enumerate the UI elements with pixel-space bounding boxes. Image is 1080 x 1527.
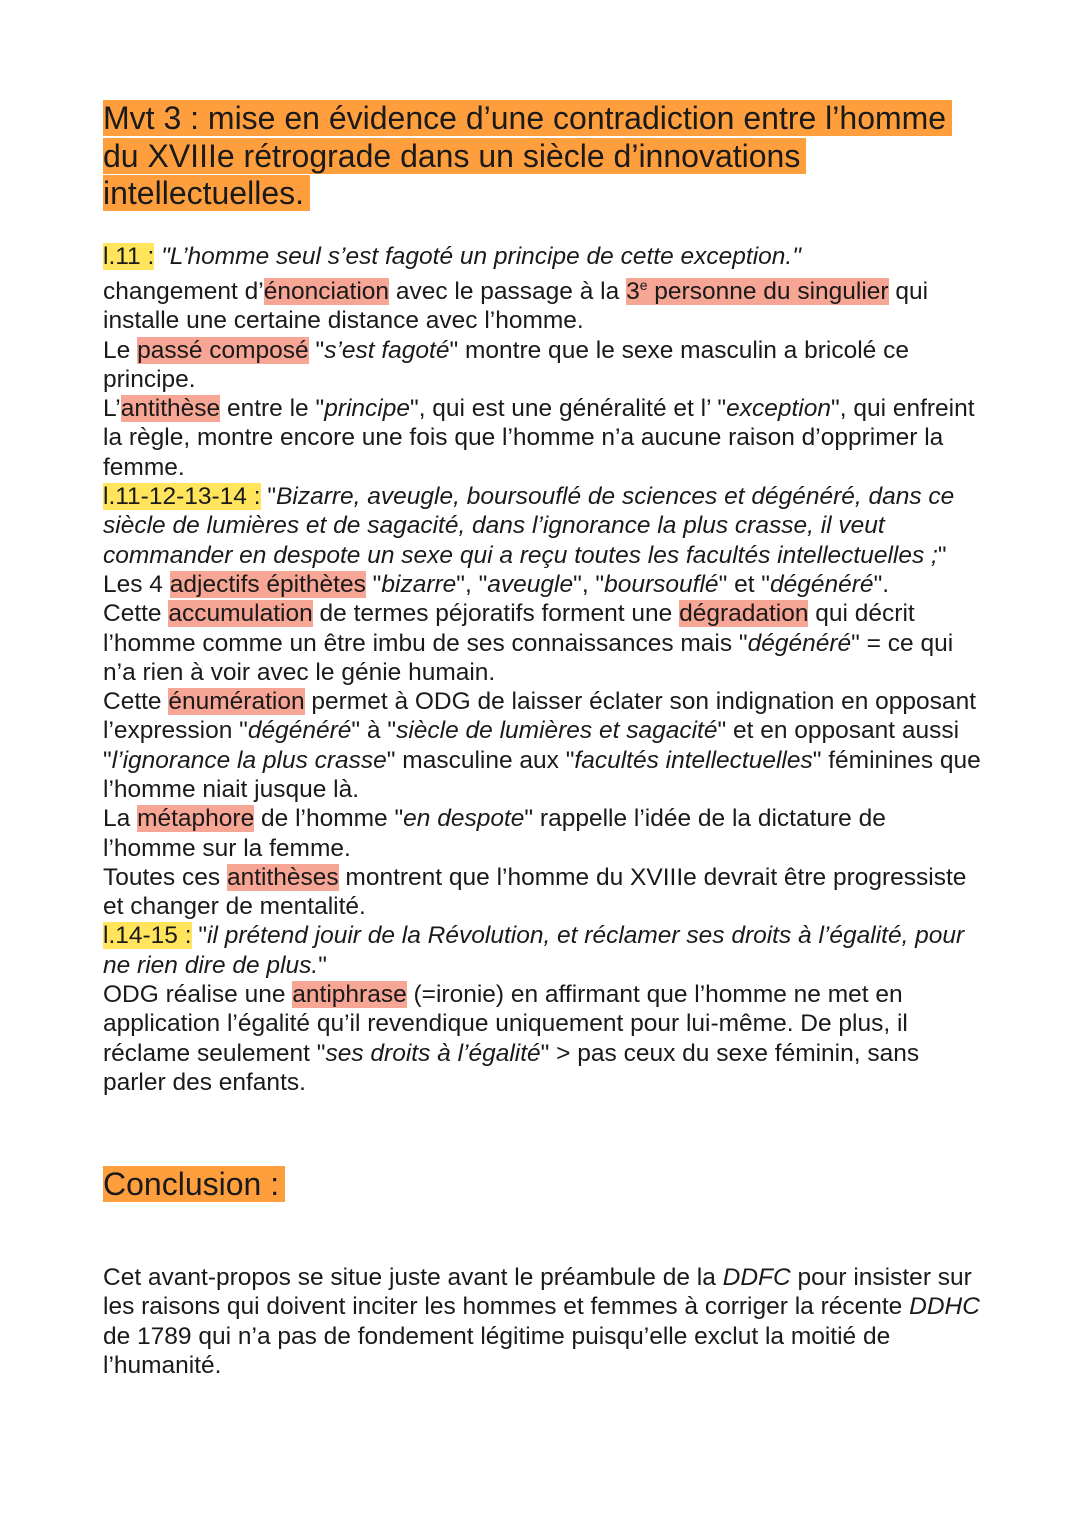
conclusion-heading [103, 1166, 285, 1203]
text: " rappelle l’idée de la dictature de l’homme sur la femme. [103, 805, 886, 862]
highlight-term: énumération [168, 688, 305, 716]
highlight-term: dégradation [679, 600, 809, 628]
paragraph-l11 [103, 242, 983, 336]
paragraph-antiphrase [103, 980, 983, 1097]
conclusion-paragraph [103, 1263, 993, 1380]
text: de l’homme " [254, 805, 404, 833]
text: " et en opposant aussi " [103, 717, 960, 774]
text: " > pas ceux du sexe féminin, sans parler des enfants. [103, 1039, 920, 1096]
text: La [103, 805, 138, 833]
quote: il prétend jouir de la Révolution, et réclamer ses droits à l’égalité, pour ne rien dire de plus. [103, 922, 965, 979]
text: " montre que le sexe masculin a bricolé ce principe. [103, 336, 909, 393]
quote: aveugle [487, 570, 574, 598]
paragraph-antithese [103, 394, 983, 482]
text: " et " [718, 570, 771, 598]
text: entre le " [220, 395, 325, 423]
text: 3 [626, 277, 640, 305]
quote: l’ignorance la plus crasse [111, 746, 387, 774]
paragraph-passe-compose [103, 336, 983, 395]
text: " [937, 541, 947, 569]
analysis-body [103, 242, 983, 1098]
text: " [318, 951, 327, 979]
text: Le [103, 336, 138, 364]
text: ", " [456, 570, 488, 598]
text: ", " [573, 570, 605, 598]
quote: bizarre [381, 570, 457, 598]
quote: dégénéré [770, 570, 874, 598]
highlight-term: accumulation [168, 600, 313, 628]
text: pour insister sur les raisons qui doivent inciter les hommes et femmes à corriger la récente [103, 1264, 972, 1321]
highlight-term: antithèses [226, 863, 339, 891]
highlight-term: passé composé [137, 336, 309, 364]
text: Les 4 [103, 570, 170, 598]
acronym: DDFC [722, 1264, 791, 1291]
text: qui décrit l’homme comme un être imbu de ses connaissances mais " [103, 600, 915, 657]
text: qui installe une certaine distance avec l’homme. [103, 277, 929, 335]
text: Toutes ces [103, 863, 227, 891]
highlight-term: antithèse [120, 395, 221, 423]
heading-highlight [103, 100, 952, 211]
text: de termes péjoratifs forment une [312, 600, 680, 628]
text: ", qui est une généralité et l’ " [410, 395, 727, 423]
heading-line-3: intellectuelles. [103, 175, 304, 211]
text: Cette [103, 688, 169, 716]
text: Cette [103, 600, 169, 628]
quote: dégénéré [247, 717, 352, 745]
text: " [365, 570, 382, 598]
text: " = ce qui n’a rien à voir avec le génie humain. [103, 629, 954, 686]
text: " [308, 336, 325, 364]
heading-line-2: du XVIIIe rétrograde dans un siècle d’innovations [103, 137, 801, 174]
paragraph-antitheses [103, 863, 983, 922]
quote: siècle de lumières et sagacité [396, 717, 718, 745]
text: " [191, 922, 208, 950]
text: " féminines que l’homme niait jusque là. [103, 746, 981, 803]
paragraph-l11-14 [103, 482, 983, 570]
highlight-term: antiphrase [292, 981, 407, 1009]
text: (=ironie) en affirmant que l’homme ne met en application l’égalité qu’il revendique uniquement pour lui-même. De plus, il réclame seulement " [103, 981, 908, 1067]
highlight-term: métaphore [137, 805, 255, 833]
paragraph-l14-15 [103, 921, 983, 980]
text: avec le passage à la [389, 277, 627, 305]
text: " masculine aux " [386, 746, 575, 774]
quote: exception [726, 395, 832, 423]
acronym: DDHC [909, 1293, 980, 1321]
quote: dégénéré [747, 629, 852, 657]
quote: facultés intellectuelles [574, 746, 813, 774]
text: " à " [351, 717, 397, 745]
quote: "L’homme seul s’est fagoté un principe de cette exception." [154, 242, 801, 270]
paragraph-adjectifs [103, 570, 983, 599]
highlight-term [626, 278, 889, 305]
text: de 1789 qui n’a pas de fondement légitime puisqu’elle exclut la moitié de l’humanité. [103, 1322, 891, 1379]
text: personne du singulier [647, 277, 889, 305]
text: " [260, 483, 277, 511]
text: L’ [103, 395, 121, 423]
highlight-term: adjectifs épithètes [169, 570, 366, 598]
section-heading [103, 100, 983, 213]
line-reference: l.11 : [103, 242, 155, 270]
text: Cet avant-propos se situe juste avant le préambule de la [103, 1264, 723, 1291]
line-reference: l.11-12-13-14 : [103, 483, 261, 511]
paragraph-enumeration [103, 687, 983, 804]
text: permet à ODG de laisser éclater son indignation en opposant l’expression " [103, 688, 976, 745]
highlight-term: énonciation [263, 277, 390, 305]
quote: Bizarre, aveugle, boursouflé de sciences et dégénéré, dans ce siècle de lumières et de sagacité, dans l’ignorance la plus crasse, il veut commander en despote un sexe qui a reçu toutes les facultés intellectuelles ; [103, 483, 955, 569]
conclusion-heading-highlight: Conclusion : [103, 1166, 285, 1202]
quote: principe [324, 395, 410, 423]
quote: boursouflé [604, 570, 719, 598]
quote: s’est fagoté [324, 336, 450, 364]
document-page [103, 100, 983, 1097]
quote: ses droits à l’égalité [325, 1039, 541, 1067]
quote: en despote [403, 805, 525, 833]
text: ODG réalise une [103, 981, 293, 1009]
heading-line-1: Mvt 3 : mise en évidence d’une contradiction entre l’homme [103, 100, 947, 136]
text: ". [873, 570, 890, 598]
text: changement d’ [103, 277, 264, 305]
text: montrent que l’homme du XVIIIe devrait être progressiste et changer de mentalité. [103, 863, 967, 921]
paragraph-accumulation [103, 599, 983, 687]
superscript: e [639, 276, 648, 293]
line-reference: l.14-15 : [103, 922, 192, 950]
text: ", qui enfreint la règle, montre encore une fois que l’homme n’a aucune raison d’opprimer la femme. [103, 395, 975, 481]
paragraph-metaphore [103, 804, 983, 863]
